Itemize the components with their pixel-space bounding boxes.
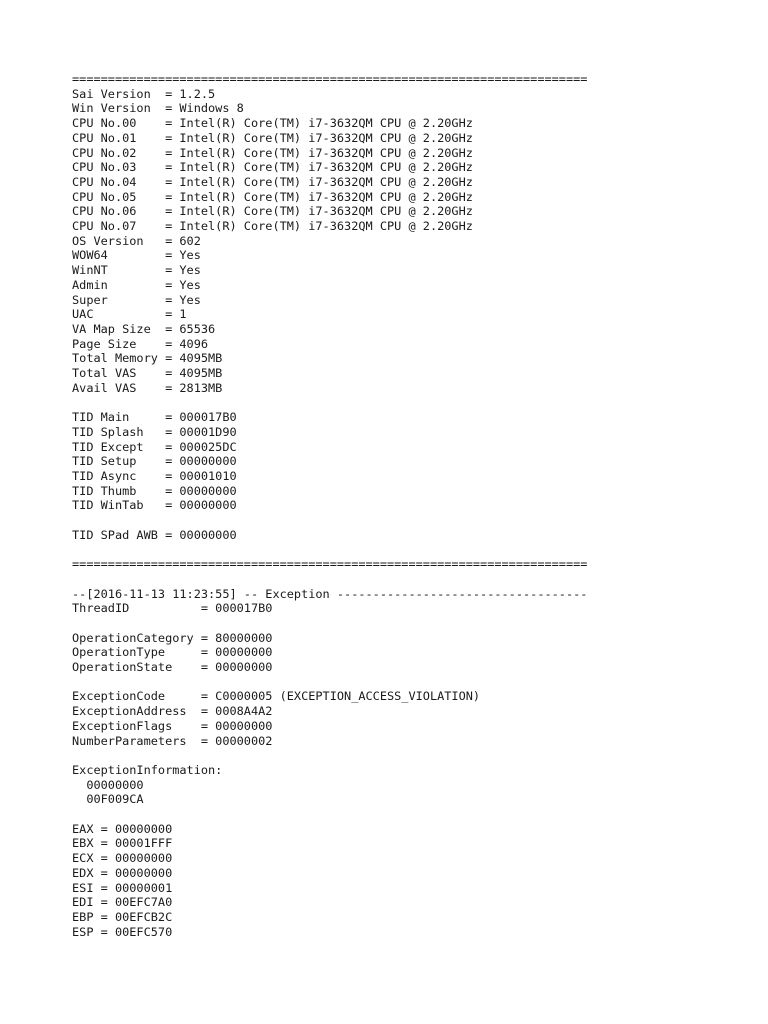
thread-ids-section: TID Main = 000017B0 TID Splash = 00001D90 TID Except = 000025DC TID Setup = 00000000 TID Async = 00001010 TID Thumb = 00000000 TID WinTab = 00000000 [72, 410, 237, 513]
blank-line [72, 572, 692, 587]
system-info-section: Sai Version = 1.2.5 Win Version = Windows 8 CPU No.00 = Intel(R) Core(TM) i7-3632QM CPU @ 2.20GHz CPU No.01 = Intel(R) Core(TM) i7-3632QM CPU @ 2.20GHz CPU No.02 = Intel(R) Core(TM) i7-3632QM CPU @ 2.20GHz CPU No.03 = Intel(R) Core(TM) i7-3632QM CPU @ 2.20GHz CPU No.04 = Intel(R) Core(TM) i7-3632QM CPU @ 2.20GHz CPU No.05 = Intel(R) Core(TM) i7-3632QM CPU @ 2.20GHz CPU No.06 = Intel(R) Core(TM) i7-3632QM CPU @ 2.20GHz CPU No.07 = Intel(R) Core(TM) i7-3632QM CPU @ 2.20GHz OS Version = 602 WOW64 = Yes WinNT = Yes Admin = Yes Super = Yes UAC = 1 VA Map Size = 65536 Page Size = 4096 Total Memory = 4095MB Total VAS = 4095MB Avail VAS = 2813MB [72, 86, 473, 395]
registers-section: EAX = 00000000 EBX = 00001FFF ECX = 00000000 EDX = 00000000 ESI = 00000001 EDI = 00EFC7A0 EBP = 00EFCB2C ESP = 00EFC570 [72, 821, 173, 939]
operation-section: OperationCategory = 80000000 OperationType = 00000000 OperationState = 00000000 [72, 630, 273, 675]
separator-bottom: ======================================================================== [72, 557, 588, 572]
blank-line [72, 395, 692, 410]
blank-line [72, 542, 692, 557]
tid-spad-line: TID SPad AWB = 00000000 [72, 527, 237, 542]
blank-line [72, 748, 692, 763]
blank-line [72, 675, 692, 690]
crash-log-document [72, 72, 692, 939]
blank-line [72, 616, 692, 631]
exception-header-section: --[2016-11-13 11:23:55] -- Exception ----------------------------------- ThreadID = 000017B0 [72, 586, 588, 616]
blank-line [72, 513, 692, 528]
separator-top: ======================================================================== [72, 72, 588, 86]
blank-line [72, 807, 692, 822]
exception-details-section: ExceptionCode = C0000005 (EXCEPTION_ACCESS_VIOLATION) ExceptionAddress = 0008A4A2 ExceptionFlags = 00000000 NumberParameters = 00000002 [72, 689, 481, 748]
exception-information-section: ExceptionInformation: 00000000 00F009CA [72, 762, 223, 807]
